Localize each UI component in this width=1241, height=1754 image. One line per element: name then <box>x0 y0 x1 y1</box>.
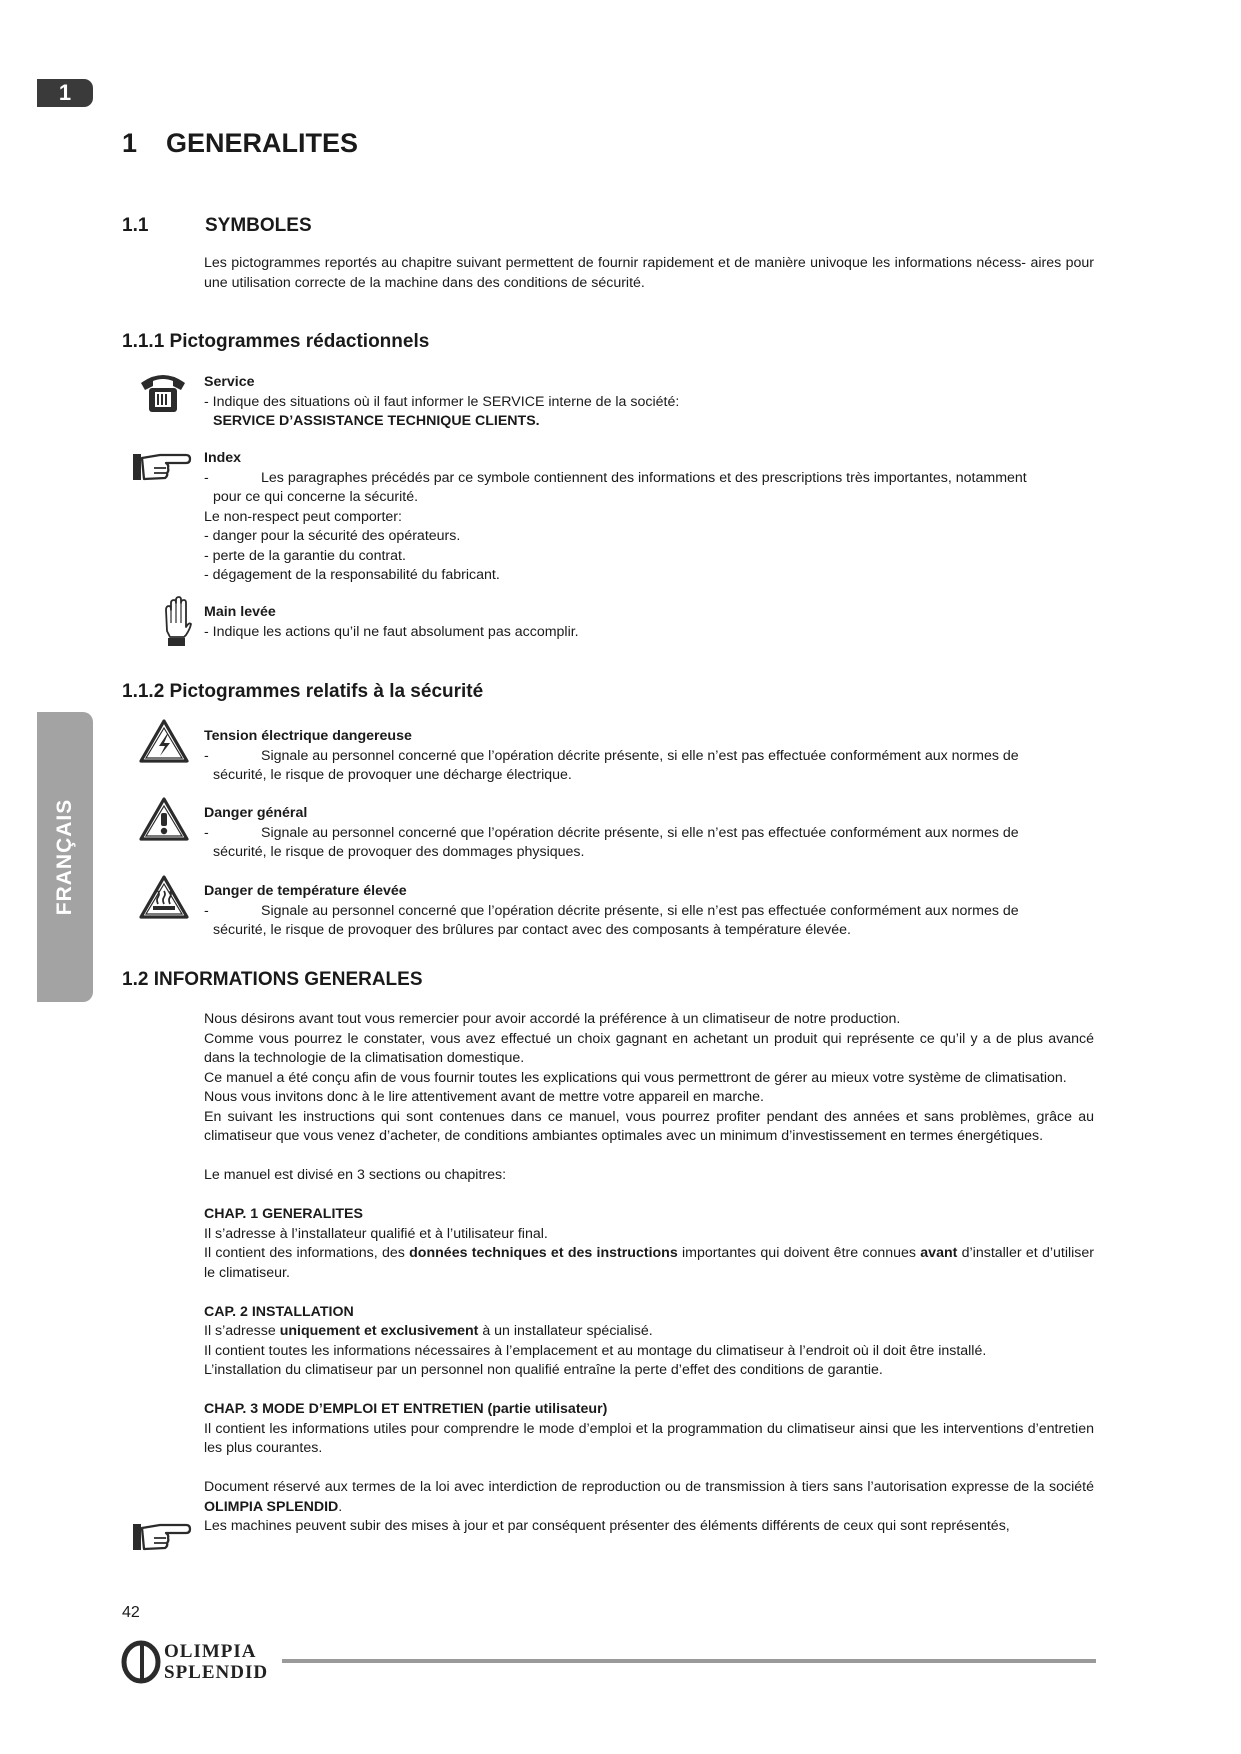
chap3-title: CHAP. 3 MODE D’EMPLOI ET ENTRETIEN (partie utilisateur) <box>204 1401 608 1417</box>
logo-line-1: OLIMPIA <box>164 1641 257 1662</box>
raised-hand-icon <box>160 595 192 647</box>
service-block: Service - Indique des situations où il faut informer le SERVICE interne de la société: SERVICE D’ASSISTANCE TECHNIQUE CLIENTS. <box>204 374 680 429</box>
chap2-title: CAP. 2 INSTALLATION <box>204 1303 354 1320</box>
section-heading-1-2: 1.2 INFORMATIONS GENERALES <box>122 969 423 990</box>
danger-general-block: Danger général - Signale au personnel concerné que l’opération décrite présente, si elle n’est pas effectuée conformément aux normes de sécurité, le risque de provoquer des dommages physiques. <box>204 805 1019 860</box>
tension-block: Tension électrique dangereuse - Signale au personnel concerné que l’opération décrite présente, si elle n’est pas effectuée conformément aux normes de sécurité, le risque de provoquer une décharge électrique. <box>204 728 1019 783</box>
telephone-icon <box>138 370 188 415</box>
warning-icon <box>138 796 190 842</box>
footer-divider <box>282 1659 1096 1663</box>
page-title: 1 GENERALITES <box>122 128 359 158</box>
section-heading-1-1-2: 1.1.2 Pictogrammes relatifs à la sécurité <box>122 681 484 702</box>
logo-line-2: SPLENDID <box>164 1662 269 1683</box>
language-side-tab: FRANÇAIS <box>37 712 93 1002</box>
index-block: Index - Les paragraphes précédés par ce symbole contiennent des informations et des prescriptions très importantes, notamment pour ce qui concerne la sécurité. Le non-respect peut comporter: - danger pour la sécurité des opérateurs. - perte de la garantie du contrat. - dégagement de la responsabilité du fabricant. <box>204 450 1027 583</box>
electrical-hazard-icon <box>138 718 190 764</box>
section-heading-1-1: 1.1 SYMBOLES <box>122 215 312 236</box>
main-levee-block: Main levée - Indique les actions qu’il ne faut absolument pas accomplir. <box>204 604 579 640</box>
copyright-note: Document réservé aux termes de la loi avec interdiction de reproduction ou de transmission à tiers sans l’autorisation expresse de la société OLIMPIA SPLENDID. <box>204 1479 1094 1515</box>
page-number: 42 <box>122 1604 140 1621</box>
pointing-hand-icon <box>132 1521 192 1553</box>
chap1-title: CHAP. 1 GENERALITES <box>204 1206 363 1222</box>
olimpia-logo-icon <box>120 1640 162 1684</box>
section-1-1-intro: Les pictogrammes reportés au chapitre suivant permettent de fournir rapidement et de manière univoque les informations nécess- aires pour une utilisation correcte de la machine dans des conditions de sécurité. <box>204 255 1094 291</box>
general-info-block: Nous désirons avant tout vous remercier pour avoir accordé la préférence à un climatiseur de notre production. Comme vous pourrez le constater, vous avez effectué un choix gagnant en achetant un produit qui représente ce qu’il y a de plus avancé dans la technologie de la climatisation domestique. Ce manuel a été conçu afin de vous fournir toutes les explications qui vous permettront de gérer au mieux votre système de climatisation. Nous vous invitons donc à le lire attentivement avant de mettre votre appareil en marche. En suivant les instructions qui sont contenues dans ce manuel, vous pourrez profiter pendant des années et sans problèmes, grâce au climatiseur que vous venez d’acheter, de conditions ambiantes optimales avec un minimum d’investissement en termes énergétiques. Le manuel est divisé en 3 sections ou chapitres: CHAP. 1 GENERALITES Il s’adresse à l’installateur qualifié et à l’utilisateur final. Il contient des informations, des données techniques et des instructions importantes qui doivent être connues avant d’installer et d’utiliser le climatiseur. CAP. 2 INSTALLATION Il s’adresse uniquement et exclusivement à un installateur spécialisé. Il contient toutes les informations nécessaires à l’emplacement et au montage du climatiseur à l’endroit où il doit être installé. L’installation du climatiseur par un personnel non qualifié entraîne la perte d’effet des conditions de garantie. CHAP. 3 MODE D’EMPLOI ET ENTRETIEN (partie utilisateur) Il contient les informations utiles pour comprendre le mode d’emploi et la programmation du climatiseur ainsi que les interventions d’entretien les plus courantes. Document réservé aux termes de la loi avec interdiction de reproduction ou de transmission à tiers sans l’autorisation expresse de la société OLIMPIA SPLENDID. Les machines peuvent subir des mises à jour et par conséquent présenter des éléments différents de ceux qui sont représentés, <box>204 1011 1094 1534</box>
section-heading-1-1-1: 1.1.1 Pictogrammes rédactionnels <box>122 331 430 352</box>
chapter-tab: 1 <box>37 79 93 107</box>
pointing-hand-icon <box>132 451 192 483</box>
hot-surface-icon <box>138 874 190 920</box>
temperature-block: Danger de température élevée - Signale au personnel concerné que l’opération décrite présente, si elle n’est pas effectuée conformément aux normes de sécurité, le risque de provoquer des brûlures par contact avec des composants à température élevée. <box>204 883 1019 938</box>
